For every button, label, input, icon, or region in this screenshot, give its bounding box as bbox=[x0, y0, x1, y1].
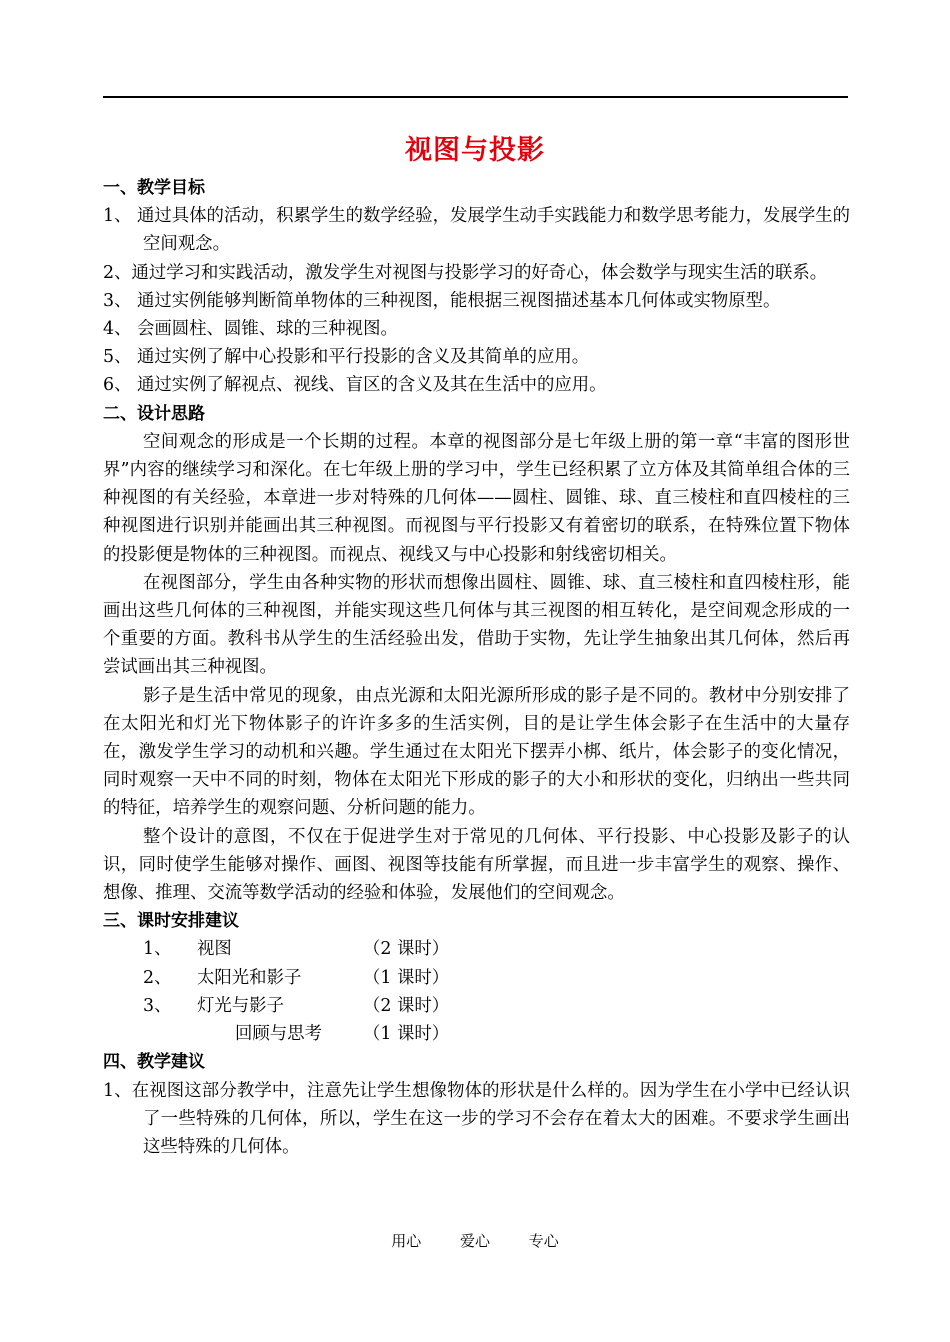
goal-item-4: 4、 会画圆柱、圆锥、球的三种视图。 bbox=[103, 319, 398, 340]
footer-word: 爱心 bbox=[459, 1232, 490, 1250]
goal-item-3: 3、 通过实例能够判断简单物体的三种视图，能根据三视图描述基本几何体或实物原型。 bbox=[103, 290, 781, 311]
design-paragraph-1: 空间观念的形成是一个长期的过程。本章的视图部分是七年级上册的第一章“丰富的图形世界”内容的继续学习和深化。在七年级上册的学习中，学生已经积累了立方体及其简单组合体的三种视图的有关经验，本章进一步对特殊的几何体——圆柱、圆锥、球、直三棱柱和直四棱柱的三种视图进行识别并能画出其三种视图。而视图与平行投影又有着密切的联系，在特殊位置下物体的投影便是物体的三种视图。而视点、视线又与中心投影和射线密切相关。 bbox=[103, 431, 850, 565]
section-heading-goals: 一、教学目标 bbox=[103, 178, 205, 198]
design-paragraph-2: 在视图部分，学生由各种实物的形状而想像出圆柱、圆锥、球、直三棱柱和直四棱柱形，能画出这些几何体的三种视图，并能实现这些几何体与其三视图的相互转化，是空间观念形成的一个重要的方面。教科书从学生的生活经验出发，借助于实物，先让学生抽象出其几何体，然后再尝试画出其三种视图。 bbox=[103, 572, 850, 678]
header-rule bbox=[103, 96, 848, 98]
goal-item-6: 6、 通过实例了解视点、视线、盲区的含义及其在生活中的应用。 bbox=[103, 375, 607, 396]
schedule-row: 1、 视图 （2 课时） bbox=[143, 939, 450, 960]
page-footer bbox=[0, 1230, 950, 1251]
footer-word: 专心 bbox=[528, 1232, 559, 1250]
page-title: 视图与投影 bbox=[405, 135, 545, 166]
design-paragraph-3: 影子是生活中常见的现象，由点光源和太阳光源所形成的影子是不同的。教材中分别安排了在太阳光和灯光下物体影子的许许多多的生活实例，目的是让学生体会影子在生活中的大量存在，激发学生学习的动机和兴趣。学生通过在太阳光下摆弄小梆、纸片，体会影子的变化情况，同时观察一天中不同的时刻，物体在太阳光下形成的影子的大小和形状的变化，归纳出一些共同的特征，培养学生的观察问题、分析问题的能力。 bbox=[103, 685, 850, 819]
schedule-row: 3、 灯光与影子 （2 课时） bbox=[143, 995, 450, 1016]
schedule-row: 回顾与思考 （1 课时） bbox=[235, 1024, 450, 1045]
schedule-row: 2、 太阳光和影子 （1 课时） bbox=[143, 967, 450, 988]
section-heading-schedule: 三、课时安排建议 bbox=[103, 911, 239, 932]
goal-item-1: 1、 通过具体的活动，积累学生的数学经验，发展学生动手实践能力和数学思考能力，发展学生的空间观念。 bbox=[103, 206, 851, 255]
suggestion-item-1: 1、在视图这部分教学中，注意先让学生想像物体的形状是什么样的。因为学生在小学中已经认识了一些特殊的几何体，所以，学生在这一步的学习不会存在着太大的困难。不要求学生画出这些特殊的几何体。 bbox=[103, 1080, 850, 1157]
footer-word: 用心 bbox=[391, 1232, 422, 1250]
design-paragraph-4: 整个设计的意图，不仅在于促进学生对于常见的几何体、平行投影、中心投影及影子的认识，同时使学生能够对操作、画图、视图等技能有所掌握，而且进一步丰富学生的观察、操作、想像、推理、交流等数学活动的经验和体验，发展他们的空间观念。 bbox=[103, 826, 850, 904]
goal-item-5: 5、 通过实例了解中心投影和平行投影的含义及其简单的应用。 bbox=[103, 347, 590, 368]
goal-item-2: 2、通过学习和实践活动，激发学生对视图与投影学习的好奇心，体会数学与现实生活的联系。 bbox=[103, 262, 828, 283]
section-heading-design: 二、设计思路 bbox=[103, 403, 205, 424]
section-heading-suggestions: 四、教学建议 bbox=[103, 1052, 205, 1073]
document-body bbox=[103, 174, 850, 1161]
